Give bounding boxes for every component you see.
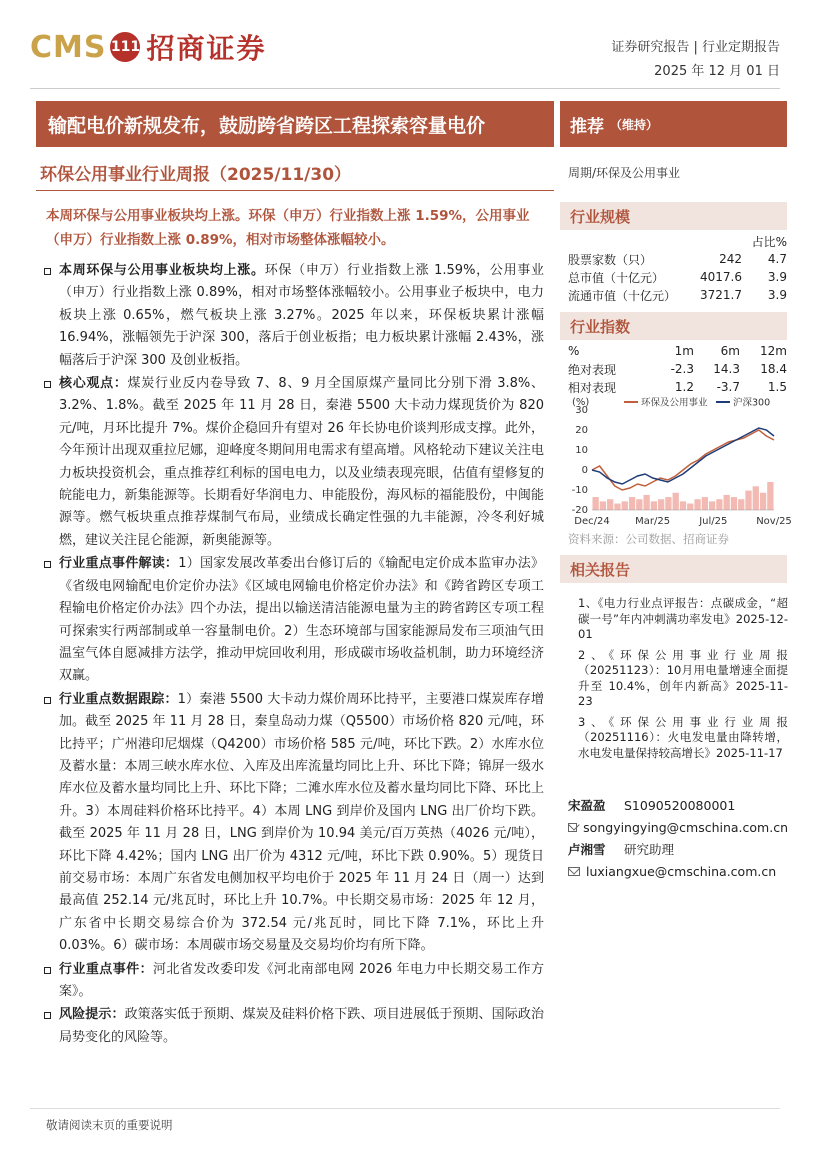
x-tick-label: Nov/25 — [756, 516, 792, 527]
bullet-text: 环保（申万）行业指数上涨 1.59%，公用事业（申万）行业指数上涨 0.89%，相对市场整体涨幅较小。公用事业子板块中，电力板块上涨 0.65%，燃气板块上涨 3.27%。2025 年以来，环保板块累计涨幅 16.94%，涨幅领先于沪深 300，落后于创业板指；电力板块累计涨幅 2.43%，涨幅落后于沪深 300 及创业板指。 — [59, 263, 544, 368]
logo-mark: 111 — [110, 32, 140, 62]
company-logo — [30, 28, 267, 66]
relative-bar — [643, 495, 649, 510]
y-tick-label: 30 — [575, 405, 588, 416]
relative-bar — [753, 486, 759, 510]
x-tick-label: Mar/25 — [635, 516, 671, 527]
bullet-text: 1）秦港 5500 大卡动力煤价周环比持平，主要港口煤炭库存增加。截至 2025 年 11 月 28 日，秦皇岛动力煤（Q5500）市场价格 820 元/吨，环比持平；广州港印尼烟煤（Q4200）市场价格 585 元/吨，环比下跌。2）水库水位及蓄水量：本周三峡水库水位、入库及出库流量均同比上升、环比下降；锦屏一级水库水位及蓄水量均同比上升、环比下降；二滩水库水位及蓄水量均同比下降、环比上升。3）本周硅料价格环比持平。4）本周 LNG 到岸价及国内 LNG 出厂价均下跌。截至 2025 年 11 月 28 日，LNG 到岸价为 10.94 美元/百万英热（4026 元/吨），环比下降 4.42%；国内 LNG 出厂价为 4312 元/吨，环比下跌 0.90%。5）现货日前交易市场：本周广东省发电侧加权平均电价于 2025 年 11 月 24 日（周一）达到最高值 252.14 元/兆瓦时，环比上升 10.7%。中长期交易市场：2025 年 12 月，广东省中长期交易综合价为 372.54 元/兆瓦时，同比下降 7.1%，环比上升 0.03%。6）碳市场：本周碳市场交易量及交易均价均有所下降。 — [59, 691, 544, 954]
bullet-item — [44, 959, 544, 1004]
bullet-text: 政策落实低于预期、煤炭及硅料价格下跌、项目进展低于预期、国际政治局势变化的风险等。 — [59, 1007, 544, 1045]
relative-bar — [629, 497, 635, 510]
related-reports — [578, 596, 788, 766]
relative-bar — [593, 497, 599, 510]
relative-bar — [636, 499, 642, 510]
analyst-block — [568, 794, 788, 882]
analyst-role: 研究助理 — [624, 842, 675, 857]
x-tick-label: Dec/24 — [574, 516, 610, 527]
relative-bar — [607, 499, 613, 510]
y-tick-label: 20 — [575, 425, 588, 436]
series-line — [592, 430, 774, 490]
relative-bar — [716, 499, 722, 510]
analyst-name: 宋盈盈 — [568, 798, 606, 813]
bullet-square-icon — [44, 697, 51, 704]
index-heading: 行业指数 — [560, 312, 787, 340]
bullet-lead: 行业重点数据跟踪： — [59, 691, 178, 707]
relative-bar — [687, 504, 693, 510]
relative-bar — [673, 493, 679, 510]
rating-note: （维持） — [610, 117, 659, 132]
bullet-text: 煤炭行业反内卷导致 7、8、9 月全国原煤产量同比分别下滑 3.8%、3.2%、1.8%。截至 2025 年 11 月 28 日，秦港 5500 大卡动力煤现货价为 820 元/吨，月环比提升 7%。煤价企稳回升有望对 26 年长协电价谈判形成支撑。此外，今年预计出现双重拉尼娜，迎峰度冬期间用电需求有望高增。风格轮动下建议关注电力板块投资机会，重点推荐红利标的国电电力，以及业绩表现亮眼，估值有望修复的皖能电力，新集能源等。长期看好华润电力、申能股份，海风标的福能股份，中闽能源等。燃气板块重点推荐煤制气布局，业绩成长确定性强的九丰能源，冷冬利好城燃，建议关注昆仑能源，新奥能源等。 — [59, 376, 544, 548]
legend-label: 沪深300 — [733, 397, 771, 409]
subtitle-divider — [36, 190, 554, 191]
analyst-email[interactable]: songyingying@cmschina.com.cn — [583, 819, 788, 835]
header-divider — [30, 88, 780, 89]
analyst-email[interactable]: luxiangxue@cmschina.com.cn — [586, 863, 777, 879]
relative-bar — [658, 499, 664, 510]
relative-bar — [651, 501, 657, 510]
logo-chinese: 招商证券 — [146, 32, 267, 65]
index-table: % 1m 6m 12m 绝对表现 -2.3 14.3 18.4 相对表现 1.2 -3.7 1.5 — [568, 344, 787, 395]
y-tick-label: -20 — [571, 505, 588, 516]
bullet-lead: 核心观点： — [59, 376, 128, 392]
y-tick-label: 0 — [581, 465, 588, 476]
document-type: 证券研究报告 | 行业定期报告 — [611, 40, 780, 55]
bullet-lead: 行业重点事件： — [59, 961, 154, 977]
relative-bar — [665, 497, 671, 510]
bullet-lead: 行业重点事件解读： — [59, 556, 179, 572]
relative-bar — [731, 497, 737, 510]
relative-bar — [614, 504, 620, 510]
document-date: 2025 年 12 月 01 日 — [654, 64, 780, 79]
scale-table — [568, 232, 787, 304]
bullet-square-icon — [44, 1012, 51, 1019]
footer-divider — [30, 1108, 780, 1109]
mail-icon — [568, 867, 580, 876]
bullet-item — [44, 689, 544, 958]
bullet-square-icon — [44, 381, 51, 388]
relative-bar — [694, 499, 700, 510]
bullet-text: 河北省发改委印发《河北南部电网 2026 年电力中长期交易工作方案》。 — [59, 961, 544, 999]
relative-bar — [724, 495, 730, 510]
scale-heading: 行业规模 — [560, 202, 787, 230]
report-title: 输配电价新规发布，鼓励跨省跨区工程探索容量电价 — [36, 101, 554, 147]
main-bullets — [44, 260, 544, 1050]
bullet-square-icon — [44, 268, 51, 275]
scale-col-header: 占比% — [751, 234, 787, 249]
bullet-square-icon — [44, 967, 51, 974]
bullet-square-icon — [44, 561, 51, 568]
y-tick-label: -10 — [571, 485, 588, 496]
table-row: 总市值（十亿元） 4017.6 3.9 — [568, 270, 787, 285]
analyst-name: 卢湘雪 — [568, 842, 606, 857]
related-report-item[interactable]: 2、《环保公用事业行业周报（20251123）：10月用电量增速全面提升至 10.4%，创年内新高》2025-11-23 — [578, 647, 788, 708]
sector-note: 周期/环保及公用事业 — [568, 166, 681, 180]
y-tick-label: 10 — [575, 445, 588, 456]
relative-bar — [745, 491, 751, 510]
y-axis-label: (%) — [572, 397, 590, 408]
analyst-code: S1090520080001 — [624, 797, 736, 813]
bullet-item — [44, 1004, 544, 1049]
rating-label: 推荐 — [570, 116, 604, 137]
related-report-item[interactable]: 3、《环保公用事业行业周报（20251116）：火电发电量由降转增，水电发电量保持较高增长》2025-11-17 — [578, 714, 788, 760]
table-row: 相对表现 1.2 -3.7 1.5 — [568, 380, 787, 395]
bullet-lead: 本周环保与公用事业板块均上涨。 — [59, 263, 265, 278]
relative-bar — [702, 497, 708, 510]
relative-bar — [767, 482, 773, 510]
bullet-text: 1）国家发展改革委出台修订后的《输配电定价成本监审办法》《省级电网输配电价定价办法》《区域电网输电价格定价办法》和《跨省跨区专项工程输电价格定价办法》四个办法，提出以输送清洁能源电量为主的跨省跨区专项工程可探索实行两部制或单一容量制电价。2）生态环境部与国家能源局发布三项油气田温室气体自愿减排方法学，推动甲烷回收利用，形成碳市场收益机制，助力环境经济双赢。 — [59, 556, 544, 684]
bullet-item — [44, 260, 544, 372]
relative-bar — [600, 501, 606, 510]
bullet-item — [44, 553, 544, 687]
related-report-item[interactable]: 1、《电力行业点评报告：点碳成金，“超碳一号”年内冲刺满功率发电》2025-12-01 — [578, 596, 788, 641]
table-row: 流通市值（十亿元） 3721.7 3.9 — [568, 288, 787, 303]
chart-source: 资料来源：公司数据、招商证券 — [568, 532, 729, 546]
rating-banner — [560, 101, 787, 147]
report-subtitle: 环保公用事业行业周报（2025/11/30） — [40, 165, 352, 185]
relative-bar — [622, 501, 628, 510]
relative-bar — [738, 499, 744, 510]
mail-icon — [568, 823, 577, 832]
table-row: 股票家数（只） 242 4.7 — [568, 252, 787, 267]
relative-bar — [680, 501, 686, 510]
summary-paragraph: 本周环保与公用事业板块均上涨。环保（申万）行业指数上涨 1.59%，公用事业（申万）行业指数上涨 0.89%，相对市场整体涨幅较小。 — [46, 208, 530, 248]
related-heading: 相关报告 — [560, 555, 787, 583]
x-tick-label: Jul/25 — [699, 516, 728, 527]
table-row: 绝对表现 -2.3 14.3 18.4 — [568, 362, 787, 377]
bullet-item — [44, 373, 544, 552]
relative-bar — [709, 501, 715, 510]
logo-latin: CMS — [30, 29, 107, 65]
footer-note: 敬请阅读末页的重要说明 — [46, 1118, 173, 1132]
bullet-lead: 风险提示： — [59, 1007, 125, 1023]
relative-bar — [760, 493, 766, 510]
legend-label: 环保及公用事业 — [641, 397, 708, 409]
index-chart — [562, 392, 792, 540]
